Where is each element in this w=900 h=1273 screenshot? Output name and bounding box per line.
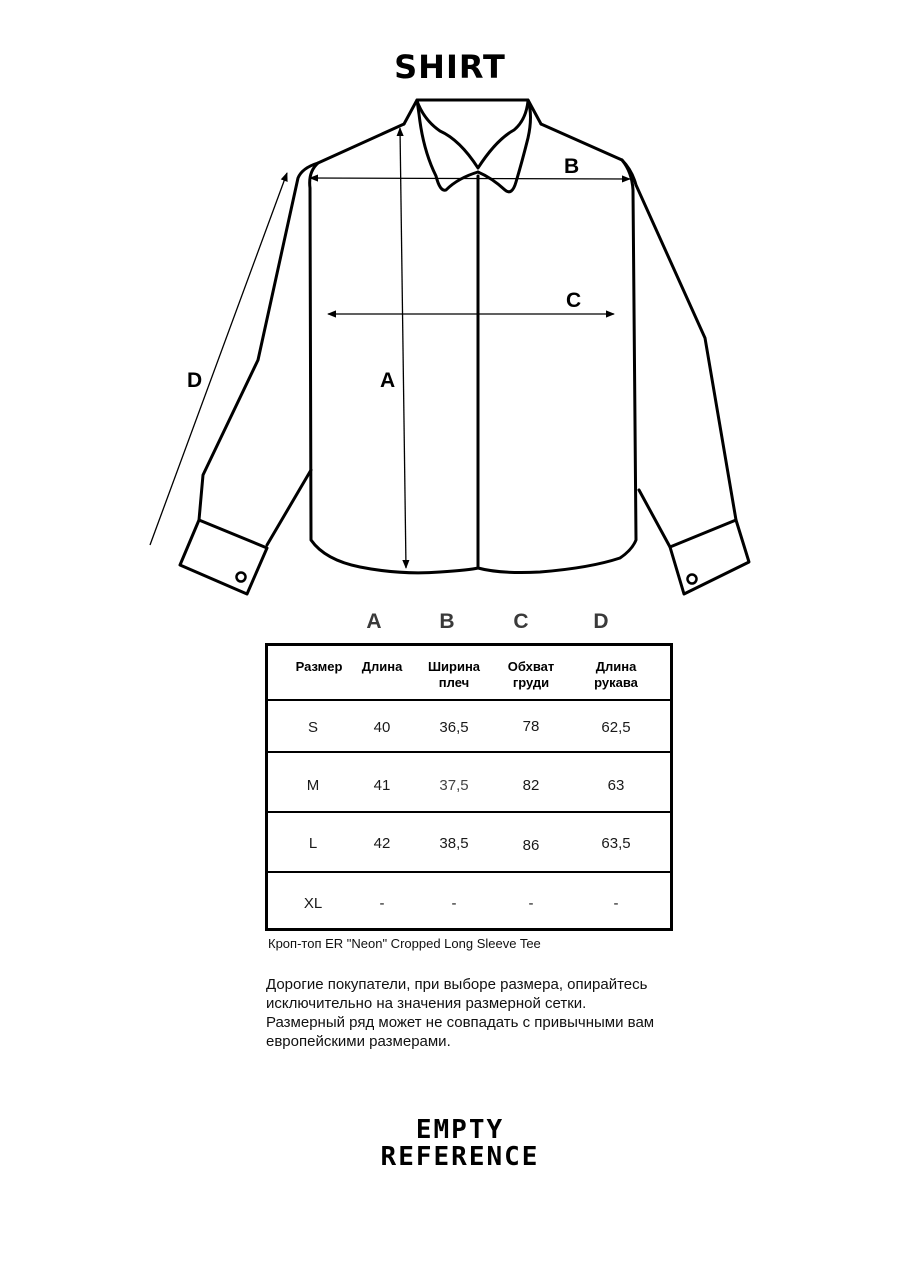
measure-d-label: D bbox=[187, 369, 203, 392]
column-letter-a: A bbox=[366, 610, 382, 633]
table-row bbox=[268, 873, 670, 928]
shirt-right-cuff bbox=[670, 520, 749, 594]
header-sleeve: Длина рукава bbox=[594, 659, 638, 690]
table-row bbox=[268, 813, 670, 873]
measure-a-arrow bbox=[400, 128, 406, 568]
page-title: SHIRT bbox=[394, 48, 506, 86]
row-shoulder: 38,5 bbox=[439, 835, 469, 852]
row-size: S bbox=[307, 719, 318, 736]
row-size: L bbox=[308, 835, 318, 852]
header-length: Длина bbox=[361, 659, 403, 674]
note-line: Размерный ряд может не совпадать с привычными вам bbox=[266, 1014, 655, 1031]
left-cuff-button bbox=[237, 573, 246, 582]
row-length: 42 bbox=[373, 835, 391, 852]
row-shoulder: 37,5 bbox=[439, 777, 469, 794]
shirt-left-cuff bbox=[180, 520, 267, 594]
column-letter-d: D bbox=[593, 610, 609, 633]
header-shoulder: Ширина плеч bbox=[427, 659, 481, 690]
shirt-right-sleeve bbox=[622, 160, 736, 520]
row-length: - bbox=[379, 895, 385, 912]
note-line: Дорогие покупатели, при выборе размера, опирайтесь bbox=[266, 976, 648, 993]
table-row bbox=[268, 701, 670, 753]
row-size: XL bbox=[303, 895, 323, 912]
right-cuff-button bbox=[688, 575, 697, 584]
row-chest: - bbox=[528, 895, 534, 912]
row-length: 41 bbox=[373, 777, 391, 794]
row-chest: 78 bbox=[522, 718, 540, 735]
column-letter-c: C bbox=[513, 610, 529, 633]
table-row bbox=[268, 753, 670, 813]
measure-a-label: A bbox=[380, 369, 396, 392]
row-chest: 82 bbox=[522, 777, 540, 794]
row-length: 40 bbox=[373, 719, 391, 736]
row-shoulder: - bbox=[451, 895, 457, 912]
size-note bbox=[266, 975, 686, 1051]
product-caption: Кроп-топ ER "Neon" Cropped Long Sleeve Tee bbox=[268, 936, 541, 951]
shirt-left-sleeve bbox=[199, 163, 318, 520]
shirt-diagram bbox=[0, 0, 900, 610]
brand-logo: EMPTY REFERENCE bbox=[380, 1115, 540, 1172]
row-size: M bbox=[306, 777, 320, 794]
header-chest: Обхват груди bbox=[507, 659, 555, 690]
measure-b-label: B bbox=[564, 155, 580, 178]
row-sleeve: 63,5 bbox=[601, 835, 631, 852]
row-chest: 86 bbox=[522, 837, 540, 854]
row-sleeve: - bbox=[613, 895, 619, 912]
header-size: Размер bbox=[295, 659, 343, 674]
note-line: европейскими размерами. bbox=[266, 1033, 451, 1050]
row-shoulder: 36,5 bbox=[439, 719, 469, 736]
note-line: исключительно на значения размерной сетки. bbox=[266, 995, 587, 1012]
row-sleeve: 62,5 bbox=[601, 719, 631, 736]
measure-c-label: C bbox=[566, 289, 582, 312]
shirt-body-outline bbox=[310, 124, 636, 573]
table-header-row bbox=[268, 646, 670, 701]
row-sleeve: 63 bbox=[607, 777, 625, 794]
size-table bbox=[265, 643, 673, 931]
measure-b-arrow bbox=[310, 178, 630, 179]
column-letter-b: B bbox=[439, 610, 455, 633]
measure-d-arrow bbox=[150, 173, 287, 545]
